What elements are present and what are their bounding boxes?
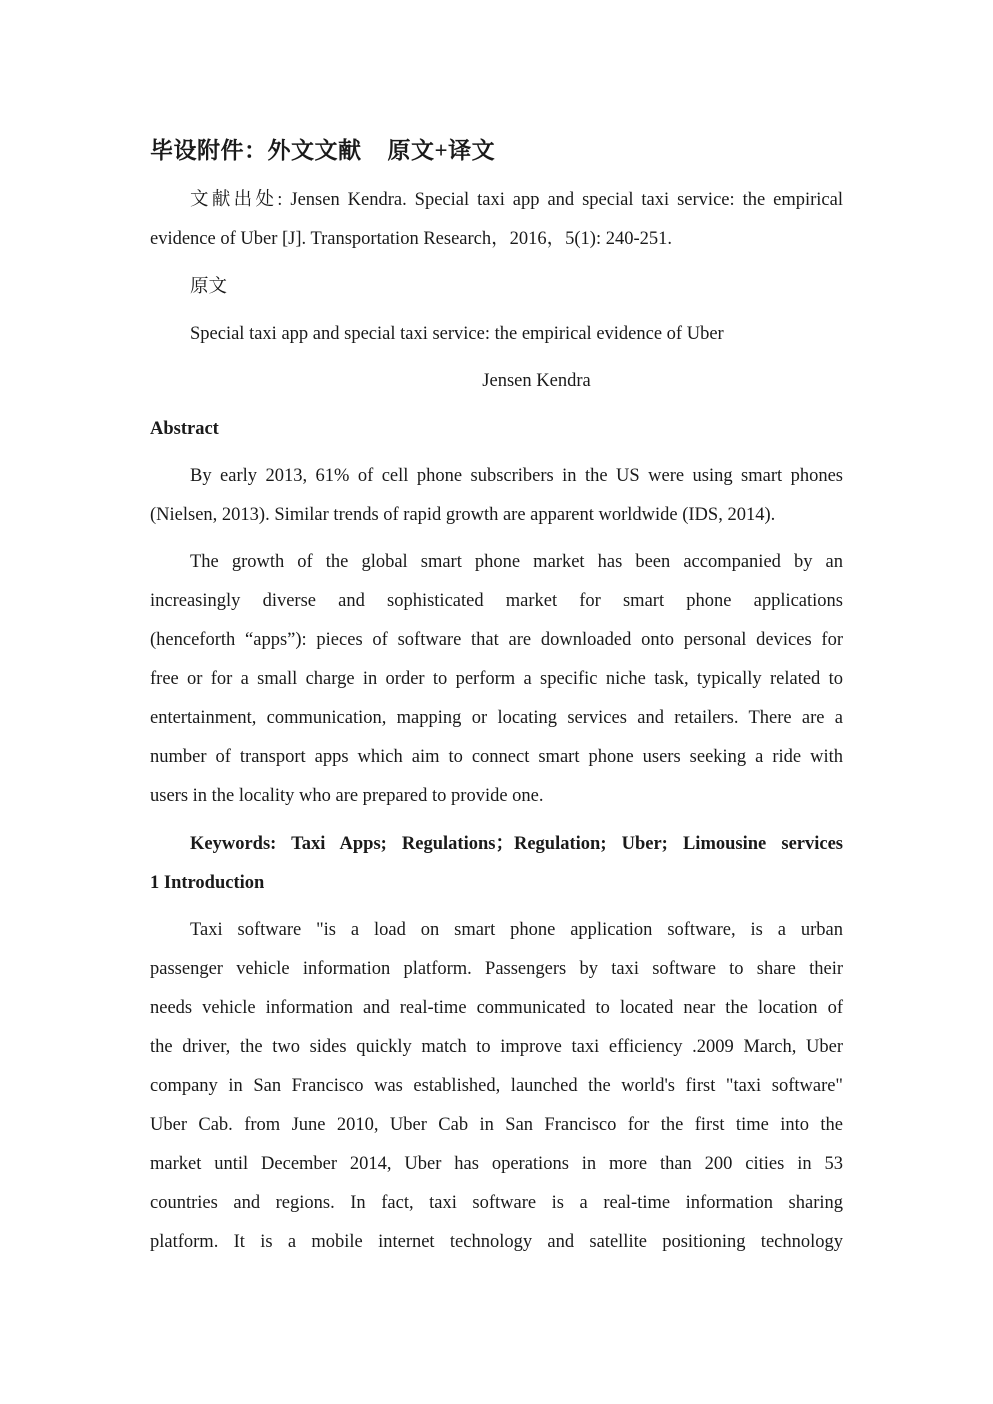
heading-part-1: 毕设附件：外文文献 xyxy=(150,138,362,163)
document-heading xyxy=(150,132,495,165)
paper-title: Special taxi app and special taxi service: the empirical evidence of Uber xyxy=(190,324,724,344)
source-line-2: evidence of Uber [J]. Transportation Research，2016，5(1): 240-251. xyxy=(150,229,672,249)
heading-part-2: 原文+译文 xyxy=(387,138,496,163)
abstract-paragraph-2: The growth of the global smart phone market has been accompanied by an increasingly diverse and sophisticated market for smart phone applications (henceforth “apps”): pieces of software that are downloaded onto personal devices for free or for a small charge in order to perform a specific niche task, typically related to entertainment, communication, mapping or locating services and retailers. There are a number of transport apps which aim to connect smart phone users seeking a ride with users in the locality who are prepared to provide one. xyxy=(150,552,843,806)
introduction-heading: 1 Introduction xyxy=(150,873,265,893)
keywords: Keywords: Taxi Apps; Regulations；Regulation; Uber; Limousine services xyxy=(190,834,843,854)
introduction-paragraph: Taxi software "is a load on smart phone application software, is a urban passenger vehicle information platform. Passengers by taxi software to share their needs vehicle information and real-time communicated to located near the location of the driver, the two sides quickly match to improve taxi efficiency .2009 March, Uber company in San Francisco was established, launched the world's first "taxi software" Uber Cab. from June 2010, Uber Cab in San Francisco for the first time into the market until December 2014, Uber has operations in more than 200 cities in 53 countries and regions. In fact, taxi software is a real-time information sharing platform. It is a mobile internet technology and satellite positioning technology xyxy=(150,920,843,1252)
abstract-paragraph-1: By early 2013, 61% of cell phone subscribers in the US were using smart phones (Nielsen, 2013). Similar trends of rapid growth are apparent worldwide (IDS, 2014). xyxy=(150,466,843,525)
abstract-heading: Abstract xyxy=(150,419,219,439)
document-page xyxy=(150,0,843,1404)
source-citation xyxy=(150,181,843,259)
source-line-1: 文献出处: Jensen Kendra. Special taxi app and special taxi service: the empirical xyxy=(190,190,843,210)
original-label: 原文 xyxy=(190,277,228,297)
author-name: Jensen Kendra xyxy=(482,371,591,391)
